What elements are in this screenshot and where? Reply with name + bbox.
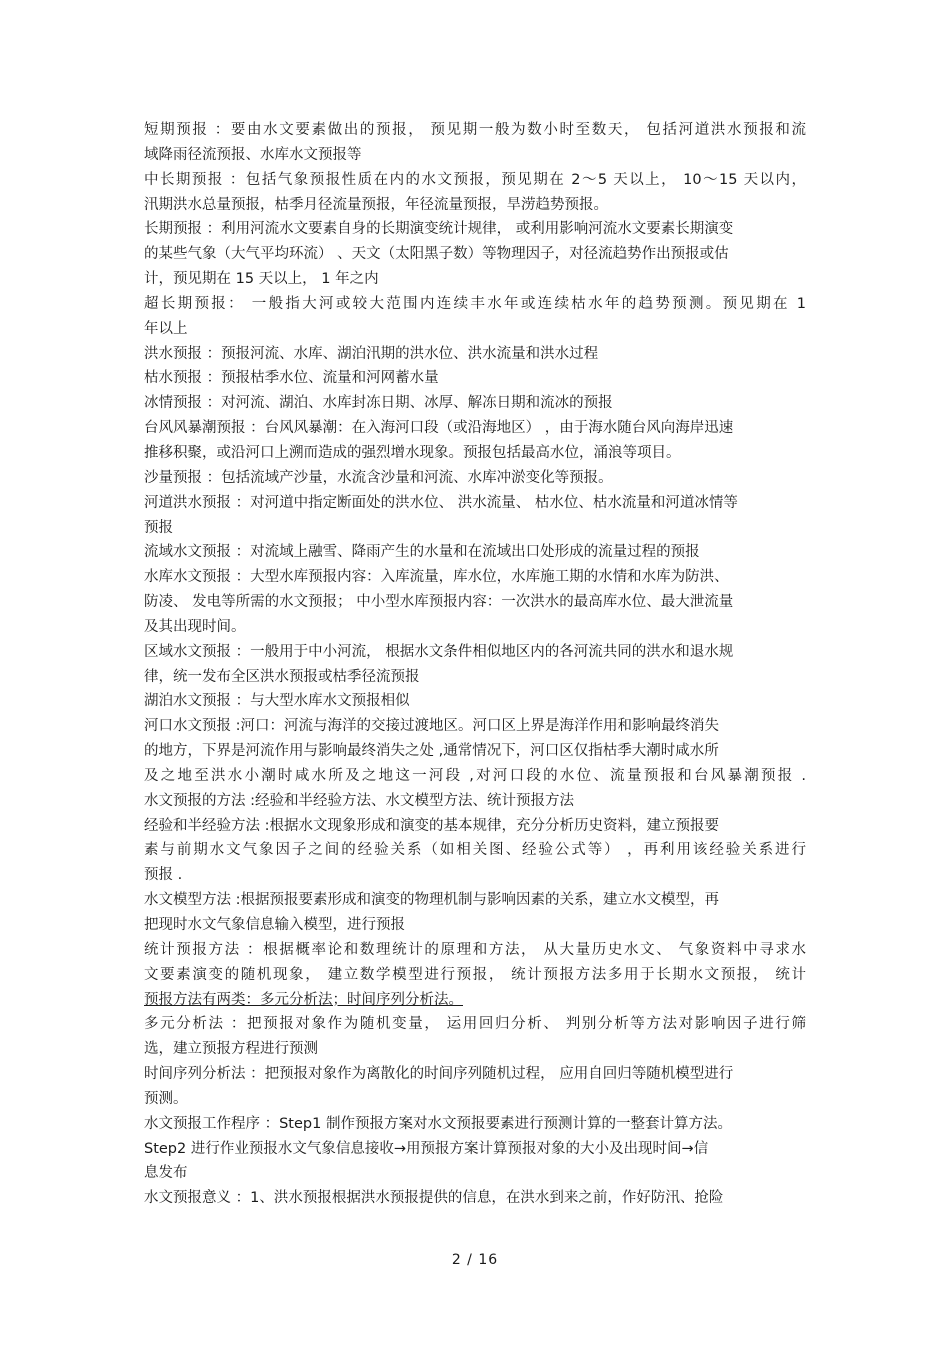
- document-body: [144, 118, 806, 1211]
- text-line: 洪水预报 ：预报河流、水库、湖泊汛期的洪水位、洪水流量和洪水过程: [144, 345, 599, 362]
- text-line: 中长期预报 ：包括气象预报性质在内的水文预报，预见期在 2～5 天以上， 10～15 天以内，: [144, 171, 806, 188]
- text-line: 计，预见期在 15 天以上， 1 年之内: [144, 271, 379, 288]
- text-line: 河口水文预报 :河口：河流与海洋的交接过渡地区。河口区上界是海洋作用和影响最终消失: [144, 718, 719, 735]
- text-line: 短期预报 ：要由水文要素做出的预报， 预见期一般为数小时至数天， 包括河道洪水预报和流: [144, 122, 806, 138]
- text-line: 息发布: [144, 1165, 188, 1182]
- text-line: 流域水文预报 ：对流域上融雪、降雨产生的水量和在流域出口处形成的流量过程的预报: [144, 544, 700, 561]
- text-line: 水库水文预报 ：大型水库预报内容：入库流量，库水位，水库施工期的水情和水库为防洪、: [144, 569, 729, 586]
- text-line: 统计预报方法 ：根据概率论和数理统计的原理和方法， 从大量历史水文、 气象资料中寻求水: [144, 941, 806, 958]
- text-line: 水文预报意义 ：1、洪水预报根据洪水预报提供的信息，在洪水到来之前，作好防汛、抢险: [144, 1190, 724, 1207]
- text-line: 选，建立预报方程进行预测: [144, 1041, 318, 1058]
- text-line: 律，统一发布全区洪水预报或枯季径流预报: [144, 668, 420, 685]
- text-line: 文要素演变的随机现象， 建立数学模型进行预报， 统计预报方法多用于长期水文预报， 统计: [144, 966, 806, 983]
- text-line: 时间序列分析法 ：把预报对象作为离散化的时间序列随机过程， 应用自回归等随机模型进行: [144, 1066, 734, 1083]
- text-line: 台风风暴潮预报 ：台风风暴潮：在入海河口段（或沿海地区） ，由于海水随台风向海岸迅速: [144, 420, 734, 437]
- text-line: 预报方法有两类：多元分析法；时间序列分析法。: [144, 991, 463, 1008]
- text-line: 素与前期水文气象因子之间的经验关系（如相关图、经验公式等） ，再利用该经验关系进行: [144, 842, 806, 859]
- text-line: 的某些气象（大气平均环流） 、天文（太阳黑子数）等物理因子，对径流趋势作出预报或估: [144, 246, 729, 263]
- text-line: 长期预报 ：利用河流水文要素自身的长期演变统计规律， 或利用影响河流水文要素长期演变: [144, 221, 734, 238]
- text-line: 及其出现时间。: [144, 618, 246, 635]
- text-line: 防凌、 发电等所需的水文预报； 中小型水库预报内容：一次洪水的最高库水位、最大泄流量: [144, 594, 734, 611]
- text-line: 水文模型方法 :根据预报要素形成和演变的物理机制与影响因素的关系，建立水文模型，再: [144, 892, 719, 909]
- text-line: 预报 .: [144, 867, 183, 884]
- text-line: 推移积聚，或沿河口上溯而造成的强烈增水现象。预报包括最高水位，涌浪等项目。: [144, 444, 681, 461]
- text-line: 域降雨径流预报、水库水文预报等: [144, 146, 362, 163]
- text-line: 沙量预报 ：包括流域产沙量，水流含沙量和河流、水库冲淤变化等预报。: [144, 469, 613, 486]
- page-number: 2 / 16: [451, 1252, 499, 1268]
- text-line: 河道洪水预报 ：对河道中指定断面处的洪水位、 洪水流量、 枯水位、枯水流量和河道冰情等: [144, 494, 738, 511]
- text-line: 预报: [144, 519, 173, 536]
- text-line: 枯水预报 ：预报枯季水位、流量和河网蓄水量: [144, 370, 439, 387]
- text-line: 汛期洪水总量预报，枯季月径流量预报，年径流量预报，旱涝趋势预报。: [144, 196, 608, 213]
- text-line: 水文预报工作程序 ：Step1 制作预报方案对水文预报要素进行预测计算的一整套计算方法。: [144, 1115, 732, 1132]
- text-line: 年以上: [144, 320, 188, 337]
- text-line: 水文预报的方法 :经验和半经验方法、水文模型方法、统计预报方法: [144, 792, 574, 809]
- text-line: 把现时水文气象信息输入模型，进行预报: [144, 917, 405, 933]
- text-line: Step2 进行作业预报水文气象信息接收→用预报方案计算预报对象的大小及出现时间→信: [144, 1140, 709, 1157]
- text-line: 及之地至洪水小潮时咸水所及之地这一河段 ,对河口段的水位、流量预报和台风暴潮预报 .: [144, 767, 806, 784]
- text-line: 经验和半经验方法 :根据水文现象形成和演变的基本规律，充分分析历史资料，建立预报要: [144, 817, 719, 834]
- text-line: 冰情预报 ：对河流、湖泊、水库封冻日期、冰厚、解冻日期和流冰的预报: [144, 395, 613, 412]
- text-line: 区域水文预报 ：一般用于中小河流， 根据水文条件相似地区内的各河流共同的洪水和退水规: [144, 643, 734, 660]
- text-line: 的地方，下界是河流作用与影响最终消失之处 ,通常情况下，河口区仅指枯季大潮时咸水所: [144, 743, 719, 760]
- text-line: 湖泊水文预报 ：与大型水库水文预报相似: [144, 693, 410, 710]
- text-line: 超长期预报： 一般指大河或较大范围内连续丰水年或连续枯水年的趋势预测。预见期在 1: [144, 295, 806, 312]
- text-line: 多元分析法 ：把预报对象作为随机变量， 运用回归分析、 判别分析等方法对影响因子进行筛: [144, 1016, 806, 1033]
- text-line: 预测。: [144, 1090, 188, 1107]
